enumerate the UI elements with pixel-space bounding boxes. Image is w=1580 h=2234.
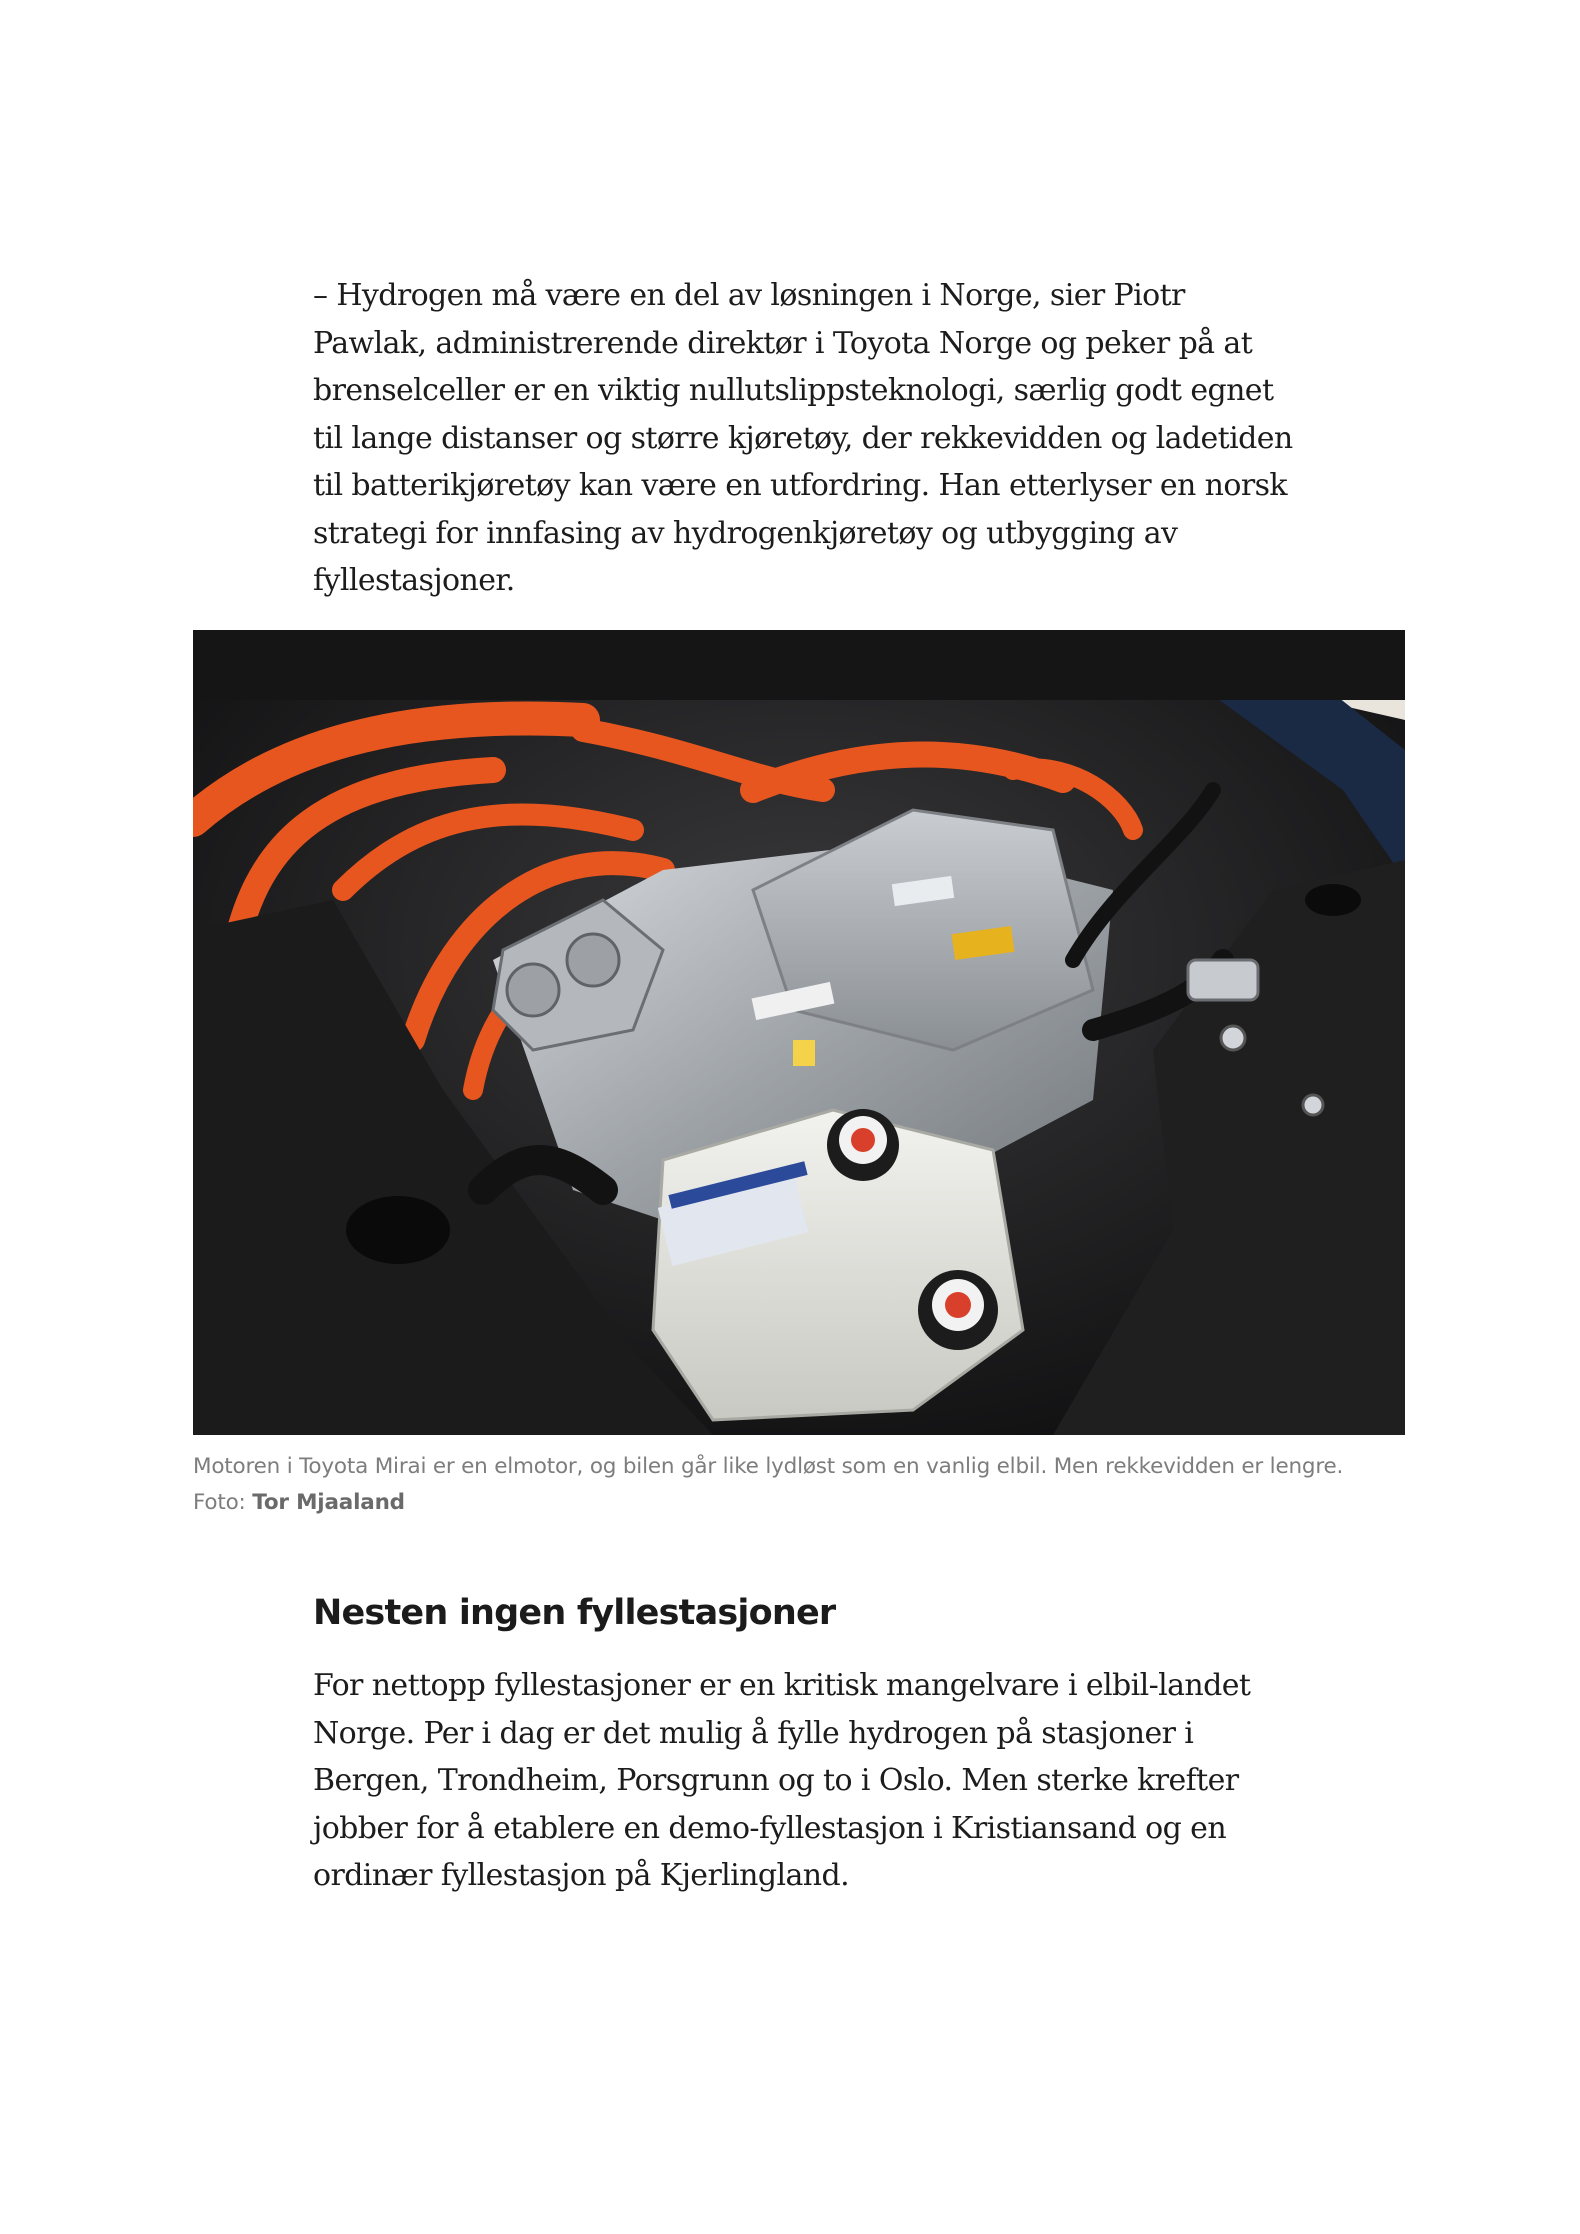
section-heading: Nesten ingen fyllestasjoner bbox=[313, 1593, 836, 1633]
engine-photo bbox=[193, 630, 1405, 1435]
credit-label: Foto: bbox=[193, 1490, 246, 1515]
photographer-name: Tor Mjaaland bbox=[252, 1490, 405, 1515]
article-paragraph-2: For nettopp fyllestasjoner er en kritisk mangelvare i elbil-landet Norge. Per i dag er det mulig å fylle hydrogen på stasjoner i Bergen, Trondheim, Porsgrunn og to i Oslo. Men sterke krefter jobber for å etablere en demo-fyllestasjon i Kristiansand og en ordinær fyllestasjon på Kjerlingland. bbox=[313, 1668, 1251, 1893]
caption-text: Motoren i Toyota Mirai er en elmotor, og bilen går like lydløst som en vanlig elbil. Men rekkevidden er lengre. bbox=[193, 1454, 1344, 1479]
article-paragraph-1: – Hydrogen må være en del av løsningen i Norge, sier Piotr Pawlak, administrerende direktør i Toyota Norge og peker på at brenselceller er en viktig nullutslippsteknologi, særlig godt egnet til lange distanser og større kjøretøy, der rekkevidden og ladetiden til batterikjøretøy kan være en utfordring. Han etterlyser en norsk strategi for innfasing av hydrogenkjøretøy og utbygging av fyllestasjoner. bbox=[313, 278, 1293, 598]
photo-caption bbox=[193, 1449, 1413, 1521]
